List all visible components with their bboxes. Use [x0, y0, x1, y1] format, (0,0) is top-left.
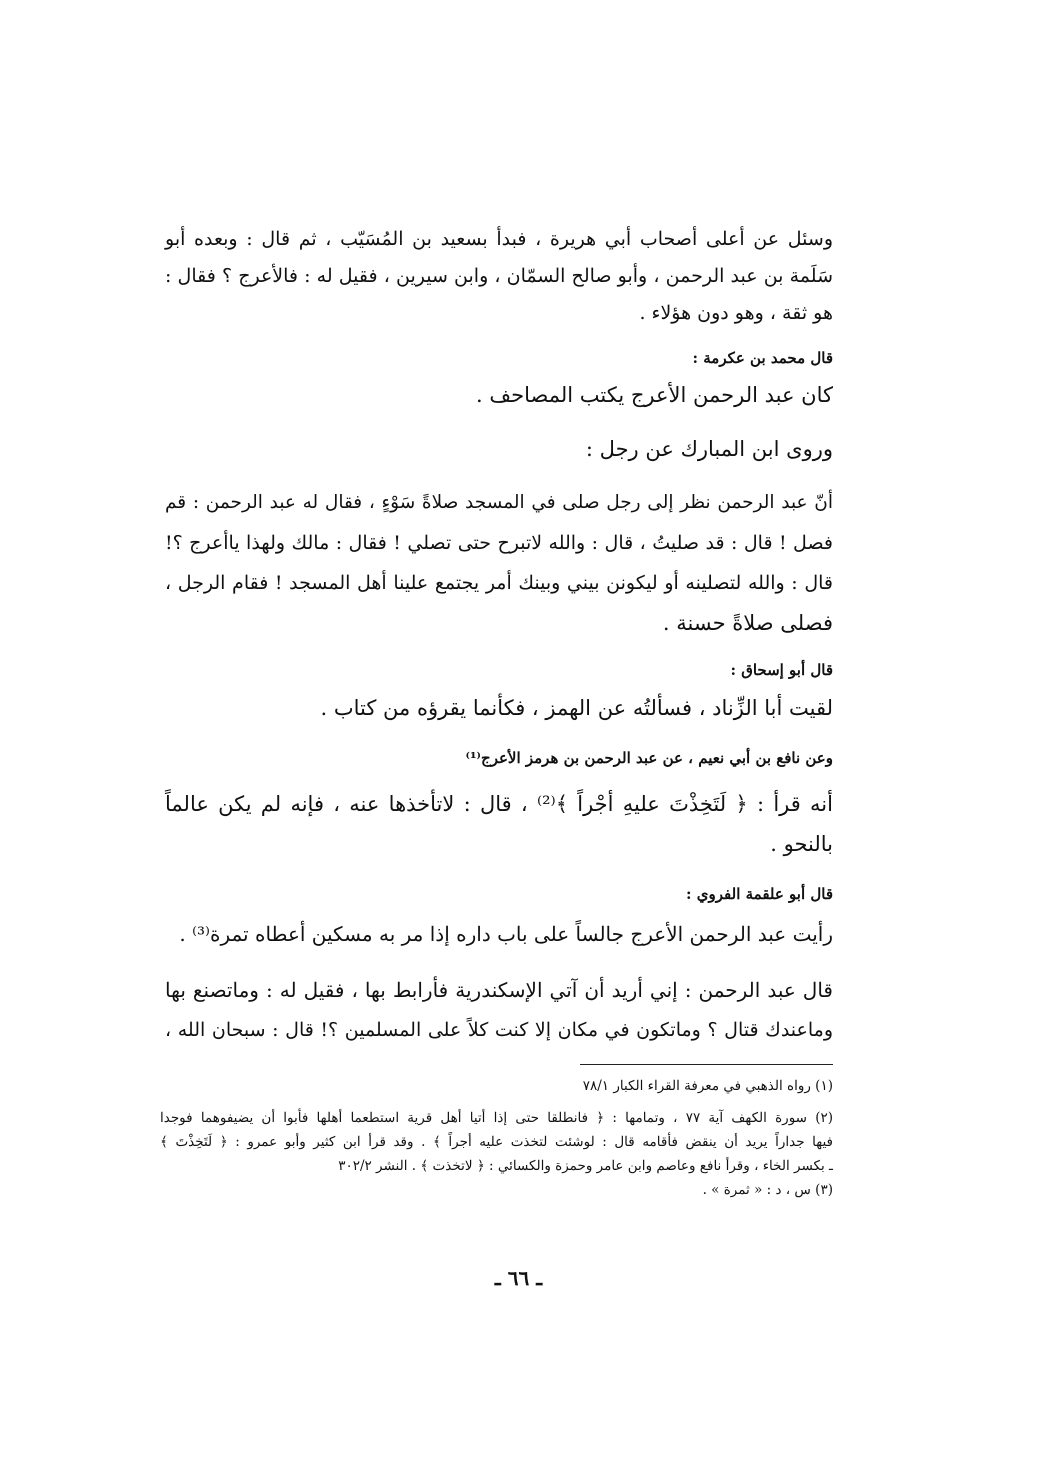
text-line: وماعندك قتال ؟ وماتكون في مكان إلا كنت كلاً على المسلمين ؟! قال : سبحان الله ، [165, 1019, 833, 1041]
footnote: (٣) س ، د : « ثمرة » . [702, 1182, 833, 1198]
text-line: لقيت أبا الزِّناد ، فسألتُه عن الهمز ، فكأنما يقرؤه من كتاب . [320, 696, 833, 720]
text-line: فصل ! قال : قد صليتُ ، قال : والله لاتبرح حتى تصلي ! فقال : مالك ولهذا ياأعرج ؟! [165, 532, 834, 554]
footnote: (٢) سورة الكهف آية ٧٧ ، وتمامها : ﴿ فانطلقا حتى إذا أتيا أهل قرية استطعما أهلها فأبوا أن يضيفوهما فوجدا [160, 1110, 834, 1126]
text-line: هو ثقة ، وهو دون هؤلاء . [639, 302, 833, 324]
section-header: قال أبو علقمة الفروي : [686, 885, 833, 903]
paragraph-1 [165, 221, 833, 332]
text-line: بالنحو . [770, 832, 833, 856]
text-line: سَلَمة بن عبد الرحمن ، وأبو صالح السمّان ، وابن سيرين ، فقيل له : فالأعرج ؟ فقال : [165, 265, 833, 287]
text-line: كان عبد الرحمن الأعرج يكتب المصاحف . [476, 383, 833, 407]
quote-block [165, 784, 833, 864]
text-line: رأيت عبد الرحمن الأعرج جالساً على باب داره إذا مر به مسكين أعطاه تمرة⁽³⁾ . [179, 922, 833, 946]
paragraph-alexandria [165, 970, 833, 1050]
text-line: قال عبد الرحمن : إني أريد أن آتي الإسكندرية فأرابط بها ، فقيل له : وماتصنع بها [165, 978, 833, 1002]
quote-block [165, 914, 833, 954]
footnotes [160, 1074, 833, 1202]
text-line: أنّ عبد الرحمن نظر إلى رجل صلى في المسجد صلاةً سَوْءٍ ، فقال له عبد الرحمن : قم [165, 492, 833, 513]
footnote-separator [580, 1064, 833, 1065]
section-header: وعن نافع بن أبي نعيم ، عن عبد الرحمن بن هرمز الأعرج⁽¹⁾ [465, 749, 833, 767]
quote-block [165, 688, 833, 728]
paragraph-narration [165, 429, 833, 469]
text-line: قال : والله لتصلينه أو ليكونن بيني وبينك أمر يجتمع علينا أهل المسجد ! فقام الرجل ، [165, 572, 833, 594]
text-line: وسئل عن أعلى أصحاب أبي هريرة ، فبدأ بسعيد بن المُسَيّب ، ثم قال : وبعده أبو [165, 228, 833, 250]
section-header: قال أبو إسحاق : [730, 661, 833, 679]
quote-block [165, 375, 833, 415]
text-line: فصلى صلاةً حسنة . [662, 611, 833, 635]
footnote: (١) رواه الذهبي في معرفة القراء الكبار ٧٨/١ [582, 1078, 833, 1094]
footnote: فيها جداراً يريد أن ينقض فأقامه قال : لوشئت لتخذت عليه أجراً ﴾ . وقد قرأ ابن كثير وأبو عمرو : ﴿ لَتَخِذْتَ ﴾ [160, 1134, 833, 1150]
section-header: قال محمد بن عكرمة : [692, 349, 833, 367]
page-number: ـ ٦٦ ـ [494, 1266, 543, 1290]
paragraph-story [165, 483, 833, 643]
text-line: أنه قرأ : ﴿ لَتَخِذْتَ عليهِ أجْراً ﴾⁽²⁾ ، قال : لاتأخذها عنه ، فإنه لم يكن عالماً [165, 792, 833, 816]
text-line: وروى ابن المبارك عن رجل : [585, 437, 833, 461]
footnote: ـ بكسر الخاء ، وقرأ نافع وعاصم وابن عامر وحمزة والكسائي : ﴿ لاتخذت ﴾ . النشر ٣٠٢/٢ [338, 1158, 833, 1174]
